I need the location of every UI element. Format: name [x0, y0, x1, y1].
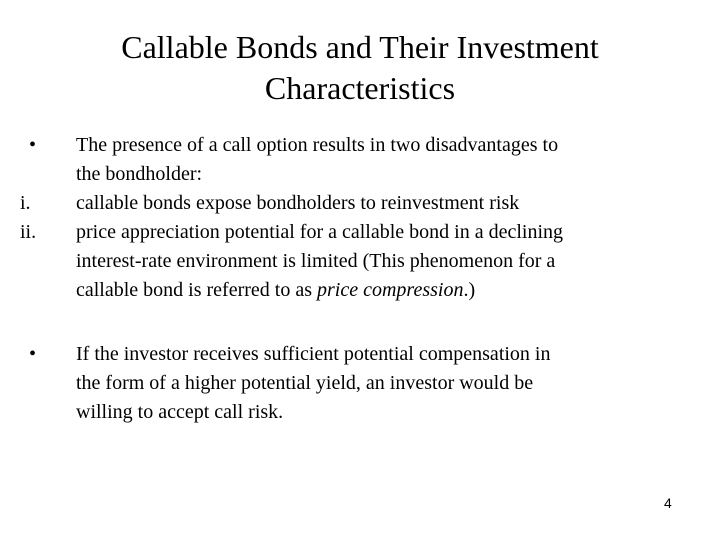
bullet-text-line: the form of a higher potential yield, an investor would be — [76, 372, 534, 394]
list-item-text — [76, 189, 676, 218]
bullet-text-line: If the investor receives sufficient potential compensation in — [76, 343, 551, 365]
list-item-text-prefix: callable bond is referred to as — [76, 279, 318, 301]
bullet-text-line: willing to accept call risk. — [76, 401, 284, 423]
slide-title-line-1: Callable Bonds and Their Investment — [121, 29, 599, 65]
price-compression-term: price compression — [317, 279, 464, 301]
slide-title-line-2: Characteristics — [264, 70, 456, 106]
list-marker-i: i. — [20, 192, 31, 214]
bullet-marker: • — [29, 343, 37, 365]
bullet-marker: • — [29, 134, 37, 156]
list-marker-ii: ii. — [20, 221, 37, 243]
page-number: 4 — [664, 495, 672, 511]
bullet-text — [76, 340, 676, 427]
list-item-text-line: interest-rate environment is limited (This phenomenon for a — [76, 250, 556, 272]
list-item-text — [76, 218, 676, 305]
bullet-text-line: The presence of a call option results in two disadvantages to — [76, 134, 559, 156]
list-item-text-line: callable bonds expose bondholders to reinvestment risk — [76, 192, 520, 214]
list-item-text-line: price appreciation potential for a callable bond in a declining — [76, 221, 564, 243]
bullet-text-line: the bondholder: — [76, 163, 203, 185]
bullet-text — [76, 131, 676, 189]
list-item-text-suffix: .) — [463, 279, 476, 301]
list-item-text-line — [76, 276, 676, 305]
